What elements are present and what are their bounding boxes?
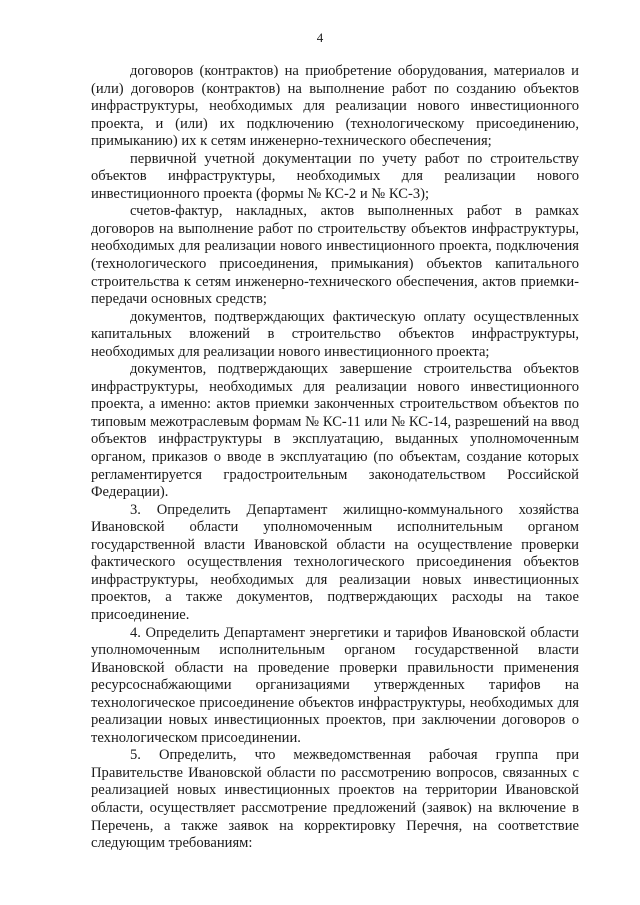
paragraph-item-4: 4. Определить Департамент энергетики и тарифов Ивановской области уполномоченным исполнительным органом государственной власти Ивановской области на проведение проверки правильности применения ресурсоснабжающими организациями утвержденных тарифов на технологическое присоединение объектов инфраструктуры, необходимых для реализации новых инвестиционных проектов, при заключении договоров о технологическом присоединении. bbox=[91, 624, 579, 746]
paragraph-primary-accounting: первичной учетной документации по учету работ по строительству объектов инфраструктуры, необходимых для реализации нового инвестиционного проекта (формы № КС-2 и № КС-3); bbox=[91, 150, 579, 202]
document-body bbox=[91, 63, 579, 853]
paragraph-invoices: счетов-фактур, накладных, актов выполненных работ в рамках договоров на выполнение работ по строительству объектов инфраструктуры, необходимых для реализации нового инвестиционного проекта, подключения (технологического присоединения, примыкания) объектов капитального строительства к сетям инженерно-технического обеспечения, актов приемки-передачи основных средств; bbox=[91, 203, 579, 308]
paragraph-item-3: 3. Определить Департамент жилищно-коммунального хозяйства Ивановской области уполномоченным исполнительным органом государственной власти Ивановской области на осуществление проверки фактического осуществления технологического присоединения объектов инфраструктуры, необходимых для реализации новых инвестиционных проектов, а также документов, подтверждающих расходы на такое присоединение. bbox=[91, 501, 579, 623]
paragraph-payment-documents: документов, подтверждающих фактическую оплату осуществленных капитальных вложений в строительство объектов инфраструктуры, необходимых для реализации нового инвестиционного проекта; bbox=[91, 308, 579, 360]
paragraph-item-5: 5. Определить, что межведомственная рабочая группа при Правительстве Ивановской области по рассмотрению вопросов, связанных с реализацией новых инвестиционных проектов на территории Ивановской области, осуществляет рассмотрение предложений (заявок) на включение в Перечень, а также заявок на корректировку Перечня, на соответствие следующим требованиям: bbox=[91, 747, 579, 852]
paragraph-contracts: договоров (контрактов) на приобретение оборудования, материалов и (или) договоров (контрактов) на выполнение работ по созданию объектов инфраструктуры, необходимых для реализации нового инвестиционного проекта, и (или) их подключению (технологическому присоединению, примыканию) их к сетям инженерно-технического обеспечения; bbox=[91, 63, 579, 150]
paragraph-completion-documents: документов, подтверждающих завершение строительства объектов инфраструктуры, необходимых для реализации нового инвестиционного проекта, а именно: актов приемки законченных строительством объектов по типовым межотраслевым формам № КС-11 или № КС-14, разрешений на ввод объектов инфраструктуры в эксплуатацию, выданных уполномоченным органом, приказов о вводе в эксплуатацию (по объектам, создание которых регламентируется градостроительным законодательством Российской Федерации). bbox=[91, 361, 579, 501]
page-number: 4 bbox=[316, 30, 324, 45]
